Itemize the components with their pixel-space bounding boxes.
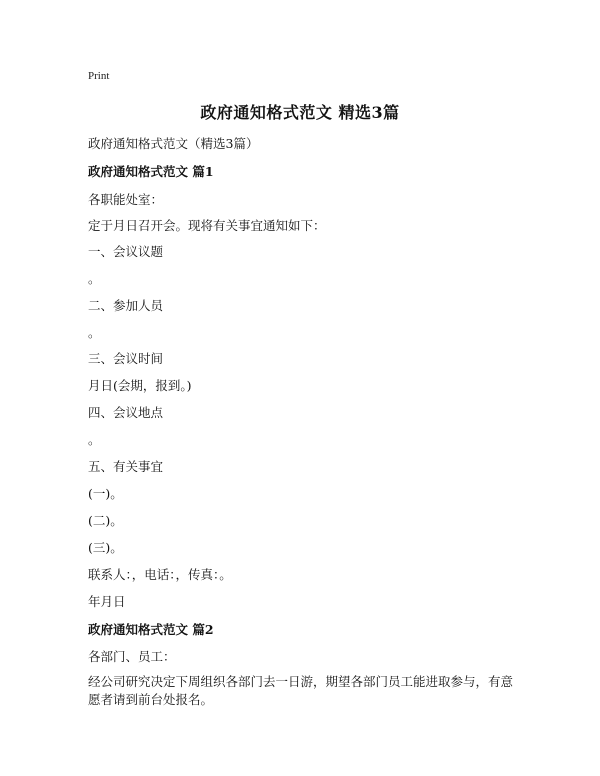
article1-line: 一、会议议题: [88, 244, 164, 259]
article1-heading: 政府通知格式范文 篇1: [88, 164, 214, 179]
article1-line: 。: [88, 271, 101, 286]
print-label[interactable]: Print: [88, 70, 110, 82]
article2-greeting: 各部门、员工：: [88, 649, 176, 664]
article1-line: 各职能处室：: [88, 192, 164, 207]
article1-line: (二)。: [88, 513, 123, 528]
article1-line: (三)。: [88, 540, 123, 555]
document-title: 政府通知格式范文 精选3篇: [200, 103, 400, 122]
article2-body: 经公司研究决定下周组织各部门去一日游，期望各部门员工能进取参与，有意愿者请到前台处报名。: [88, 674, 514, 707]
article1-line: 。: [88, 325, 101, 340]
article1-line: 年月日: [88, 594, 126, 609]
article1-line: (一)。: [88, 486, 123, 501]
article1-line: 月日(会期，报到。): [88, 378, 192, 393]
article1-line: 三、会议时间: [88, 351, 164, 366]
article1-line: 联系人：，电话：，传真：。: [88, 567, 232, 582]
article2-heading: 政府通知格式范文 篇2: [88, 622, 214, 637]
article1-line: 定于月日召开会。现将有关事宜通知如下：: [88, 218, 326, 233]
article1-line: 二、参加人员: [88, 298, 164, 313]
article1-line: 五、有关事宜: [88, 459, 164, 474]
article1-line: 四、会议地点: [88, 405, 164, 420]
article1-line: 。: [88, 432, 101, 447]
document-subtitle: 政府通知格式范文（精选3篇）: [88, 136, 259, 151]
